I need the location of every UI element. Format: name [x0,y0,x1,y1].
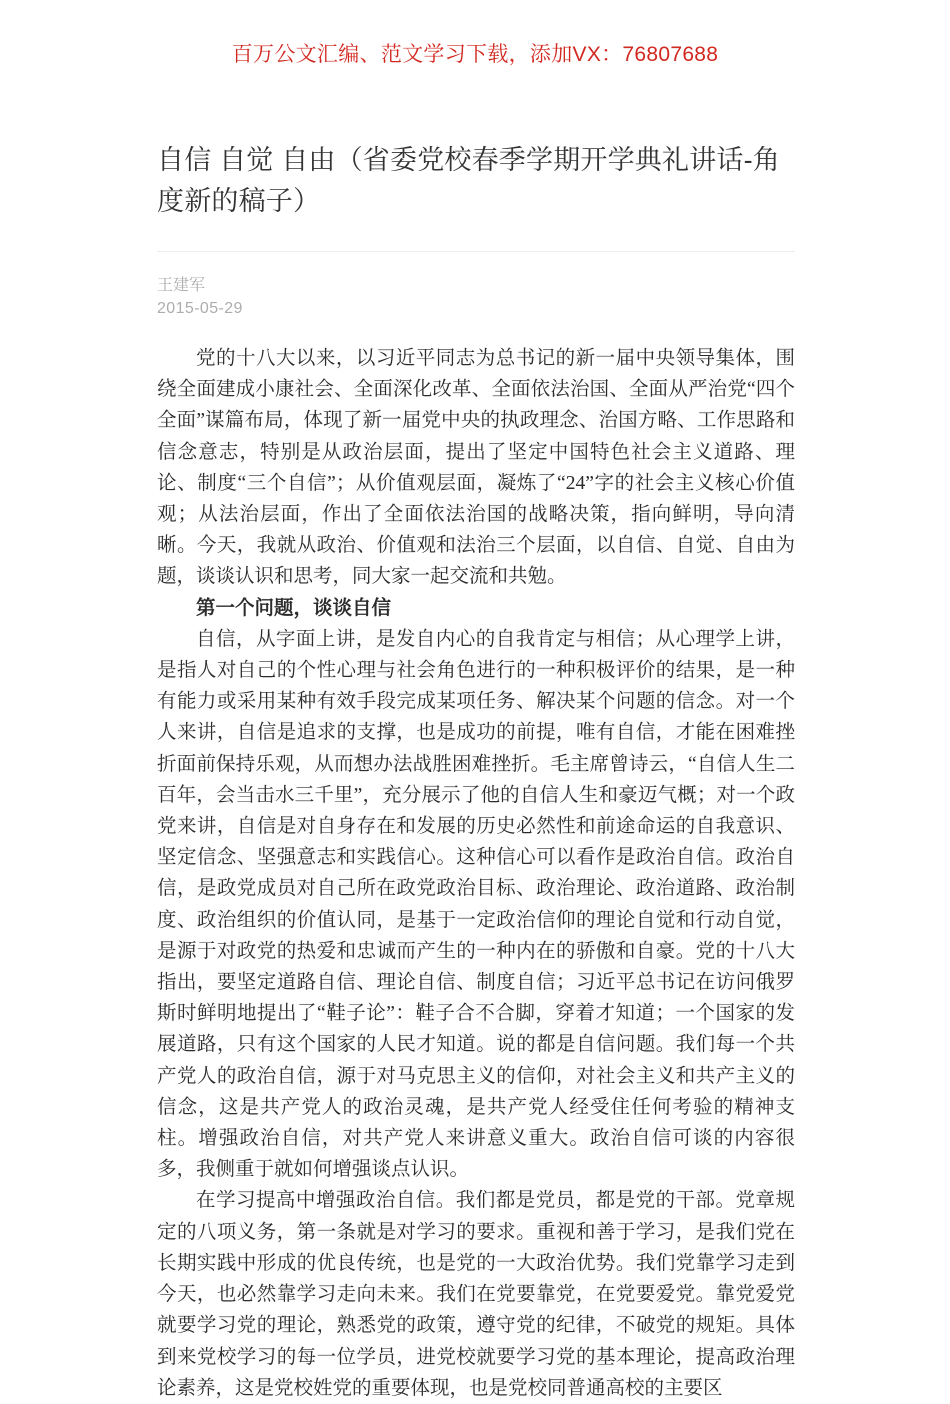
article-container [157,140,795,1404]
section-heading: 第一个问题，谈谈自信 [196,597,392,619]
article-meta [157,274,795,320]
author-name: 王建军 [157,277,206,294]
promo-banner-text: 百万公文汇编、范文学习下载，添加VX：76807688 [231,43,719,66]
page-title: 自信 自觉 自由（省委党校春季学期开学典礼讲话-角度新的稿子） [157,145,780,216]
publish-date: 2015-05-29 [157,300,243,317]
title-divider [157,251,795,252]
body-paragraph: 在学习提高中增强政治自信。我们都是党员，都是党的干部。党章规定的八项义务，第一条就是对学习的要求。重视和善于学习，是我们党在长期实践中形成的优良传统，也是党的一大政治优势。我们党靠学习走到今天，也必然靠学习走向未来。我们在党要靠党，在党要爱党。靠党爱党就要学习党的理论，熟悉党的政策，遵守党的纪律，不破党的规矩。具体到来党校学习的每一位学员，进党校就要学习党的基本理论，提高政治理论素养，这是党校姓党的重要体现，也是党校同普通高校的主要区 [157,1190,795,1399]
body-paragraph: 自信，从字面上讲，是发自内心的自我肯定与相信；从心理学上讲，是指人对自己的个性心理与社会角色进行的一种积极评价的结果，是一种有能力或采用某种有效手段完成某项任务、解决某个问题的信念。对一个人来讲，自信是追求的支撑，也是成功的前提，唯有自信，才能在困难挫折面前保持乐观，从而想办法战胜困难挫折。毛主席曾诗云，“自信人生二百年，会当击水三千里”，充分展示了他的自信人生和豪迈气概；对一个政党来讲，自信是对自身存在和发展的历史必然性和前途命运的自我意识、坚定信念、坚强意志和实践信心。这种信心可以看作是政治自信。政治自信，是政党成员对自己所在政党政治目标、政治理论、政治道路、政治制度、政治组织的价值认同，是基于一定政治信仰的理论自觉和行动自觉，是源于对政党的热爱和忠诚而产生的一种内在的骄傲和自豪。党的十八大指出，要坚定道路自信、理论自信、制度自信；习近平总书记在访问俄罗斯时鲜明地提出了“鞋子论”：鞋子合不合脚，穿着才知道；一个国家的发展道路，只有这个国家的人民才知道。说的都是自信问题。我们每一个共产党人的政治自信，源于对马克思主义的信仰，对社会主义和共产主义的信念，这是共产党人的政治灵魂，是共产党人经受住任何考验的精神支柱。增强政治自信，对共产党人来讲意义重大。政治自信可谈的内容很多，我侧重于就如何增强谈点认识。 [157,628,795,1181]
body-paragraph: 党的十八大以来，以习近平同志为总书记的新一届中央领导集体，围绕全面建成小康社会、全面深化改革、全面依法治国、全面从严治党“四个全面”谋篇布局，体现了新一届党中央的执政理念、治国方略、工作思路和信念意志，特别是从政治层面，提出了坚定中国特色社会主义道路、理论、制度“三个自信”；从价值观层面，凝炼了“24”字的社会主义核心价值观；从法治层面，作出了全面依法治国的战略决策，指向鲜明，导向清晰。今天，我就从政治、价值观和法治三个层面，以自信、自觉、自由为题，谈谈认识和思考，同大家一起交流和共勉。 [157,348,795,588]
article-body [157,343,795,1404]
